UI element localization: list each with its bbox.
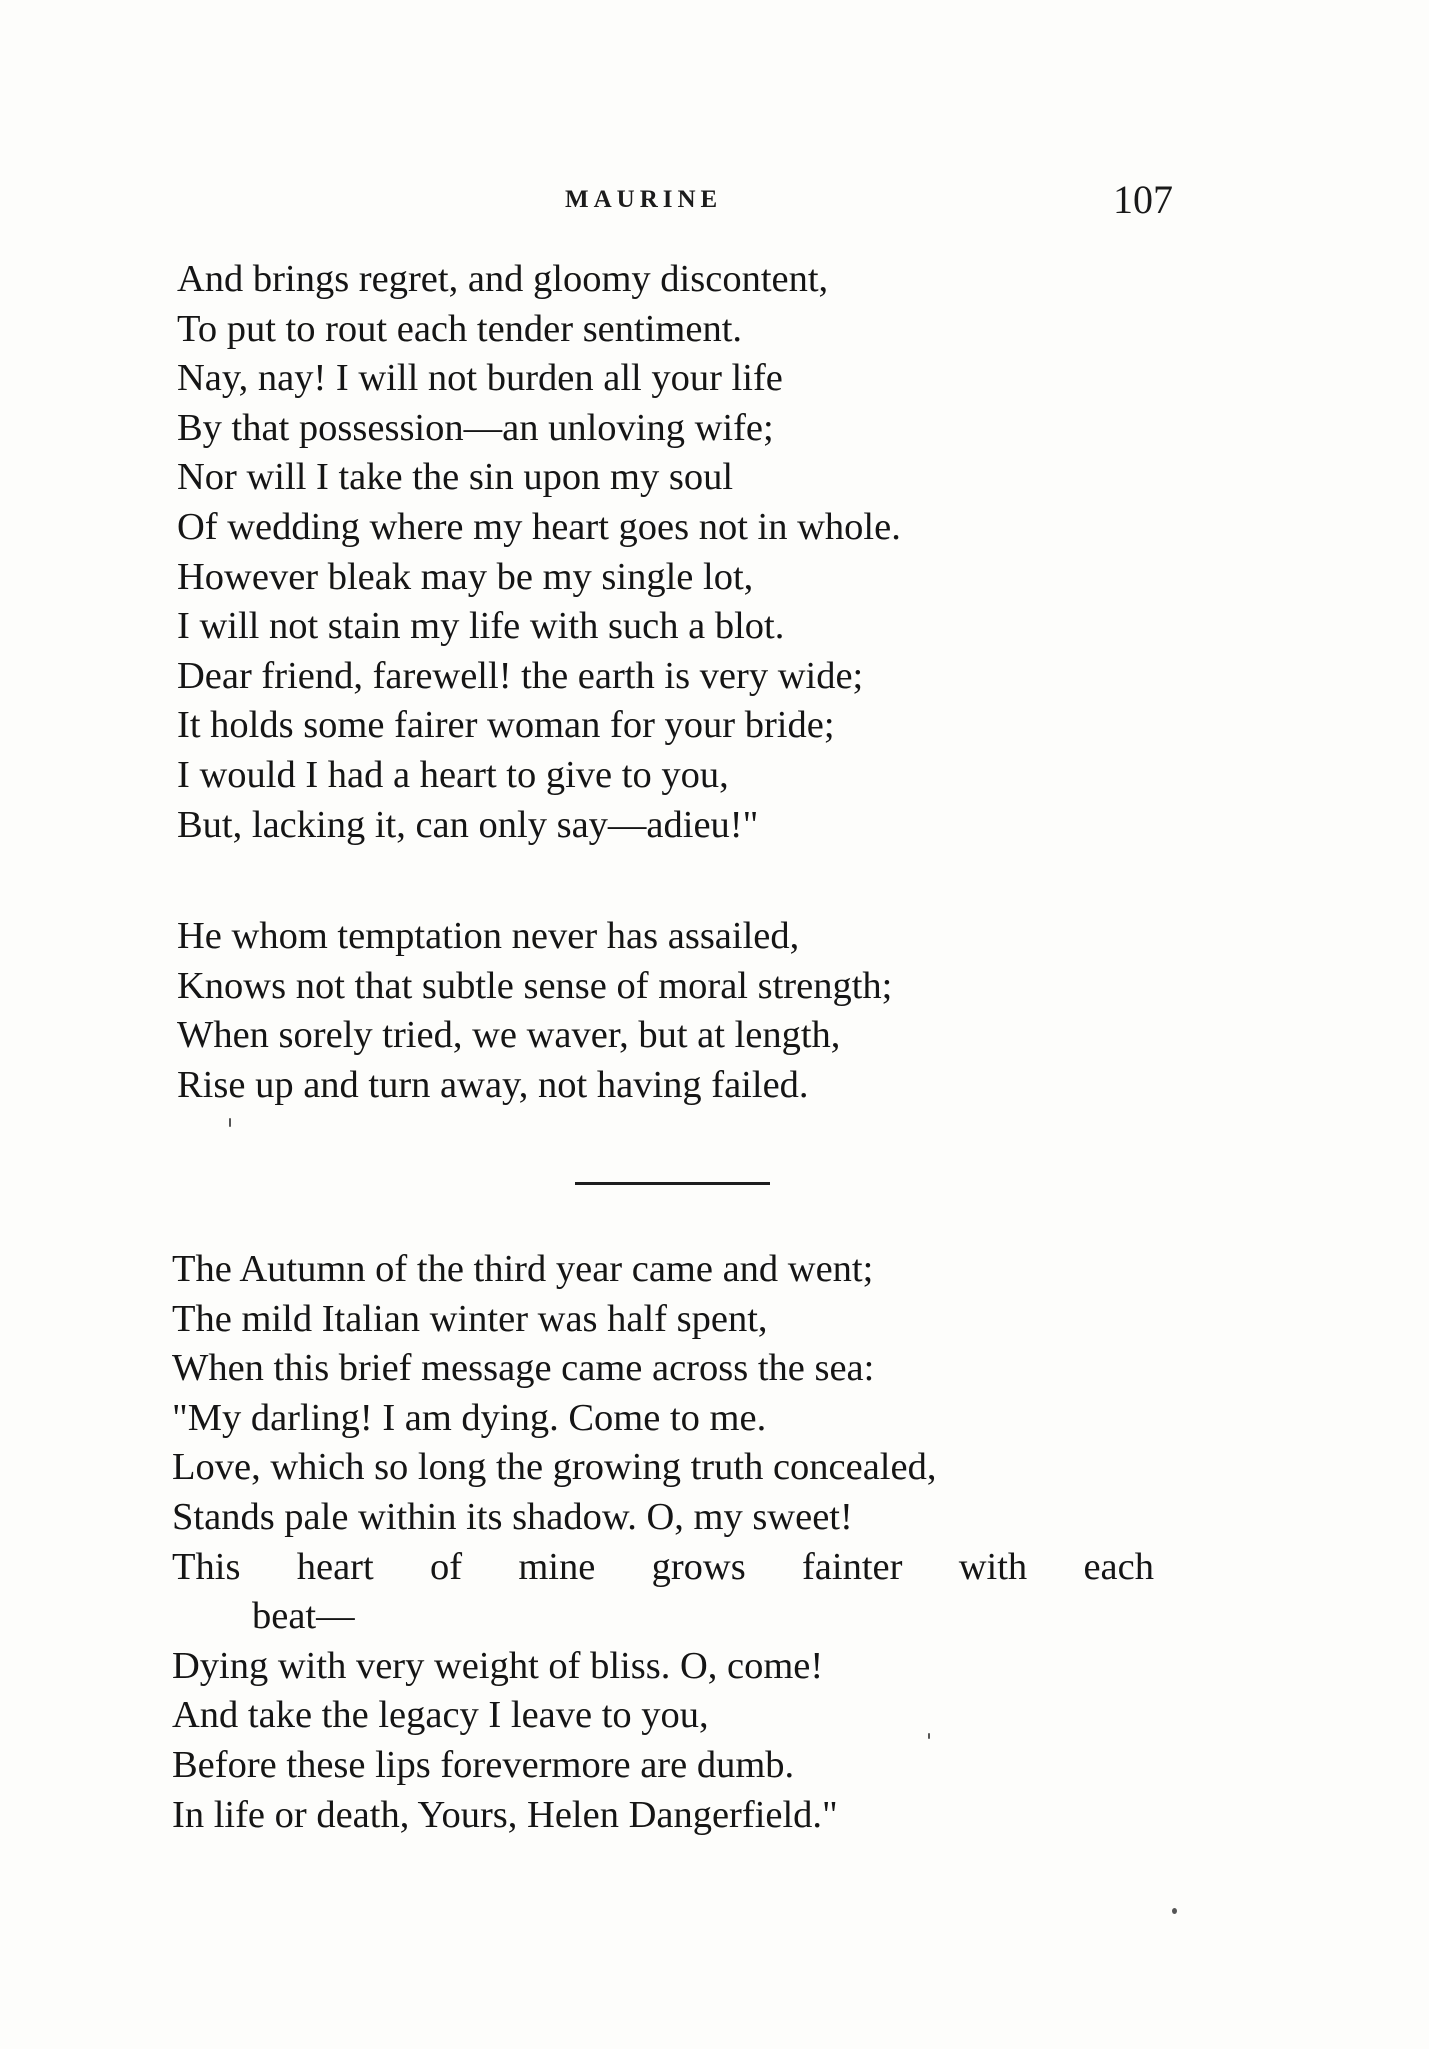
verse-line: This heart of mine grows fainter with each bbox=[172, 1545, 1154, 1588]
verse-line: Dear friend, farewell! the earth is very wide; bbox=[177, 654, 864, 697]
verse-line: The mild Italian winter was half spent, bbox=[172, 1297, 768, 1340]
verse-line: Nay, nay! I will not burden all your life bbox=[177, 357, 783, 400]
verse-line: I would I had a heart to give to you, bbox=[177, 753, 729, 796]
verse-line: To put to rout each tender sentiment. bbox=[177, 307, 743, 350]
verse-line: By that possession—an unloving wife; bbox=[177, 406, 774, 449]
verse-line: Before these lips forevermore are dumb. bbox=[172, 1743, 795, 1786]
running-head: MAURINE bbox=[565, 186, 723, 213]
print-speck bbox=[229, 1118, 231, 1127]
verse-line: However bleak may be my single lot, bbox=[177, 555, 754, 598]
page-header bbox=[173, 176, 1173, 226]
verse-line: I will not stain my life with such a blot. bbox=[177, 605, 785, 648]
verse-line: The Autumn of the third year came and went; bbox=[172, 1248, 874, 1290]
verse-line: "My darling! I am dying. Come to me. bbox=[172, 1396, 767, 1439]
verse-line: But, lacking it, can only say—adieu!" bbox=[177, 803, 759, 846]
verse-line: Rise up and turn away, not having failed. bbox=[177, 1063, 809, 1106]
verse-line: When this brief message came across the sea: bbox=[172, 1347, 875, 1390]
verse-line: Dying with very weight of bliss. O, come! bbox=[172, 1644, 824, 1687]
stanza bbox=[172, 1245, 1154, 1840]
verse-line: He whom temptation never has assailed, bbox=[177, 915, 800, 957]
verse-line: Of wedding where my heart goes not in whole. bbox=[177, 505, 901, 548]
stanza bbox=[177, 255, 901, 850]
verse-line: And take the legacy I leave to you, bbox=[172, 1694, 709, 1737]
verse-line: Love, which so long the growing truth concealed, bbox=[172, 1446, 937, 1489]
verse-line: And brings regret, and gloomy discontent, bbox=[177, 258, 829, 300]
verse-line: Nor will I take the sin upon my soul bbox=[177, 456, 734, 499]
verse-line: It holds some fairer woman for your bride; bbox=[177, 704, 835, 747]
print-speck bbox=[1172, 1908, 1177, 1914]
verse-line: Stands pale within its shadow. O, my sweet! bbox=[172, 1495, 853, 1538]
stanza bbox=[177, 912, 892, 1110]
verse-line: In life or death, Yours, Helen Dangerfield." bbox=[172, 1793, 838, 1836]
section-divider bbox=[575, 1182, 770, 1185]
page-number: 107 bbox=[1113, 177, 1173, 222]
verse-line: When sorely tried, we waver, but at length, bbox=[177, 1014, 841, 1057]
verse-line-continuation: beat— bbox=[252, 1595, 355, 1638]
verse-line: Knows not that subtle sense of moral strength; bbox=[177, 964, 893, 1007]
print-speck bbox=[928, 1733, 930, 1739]
